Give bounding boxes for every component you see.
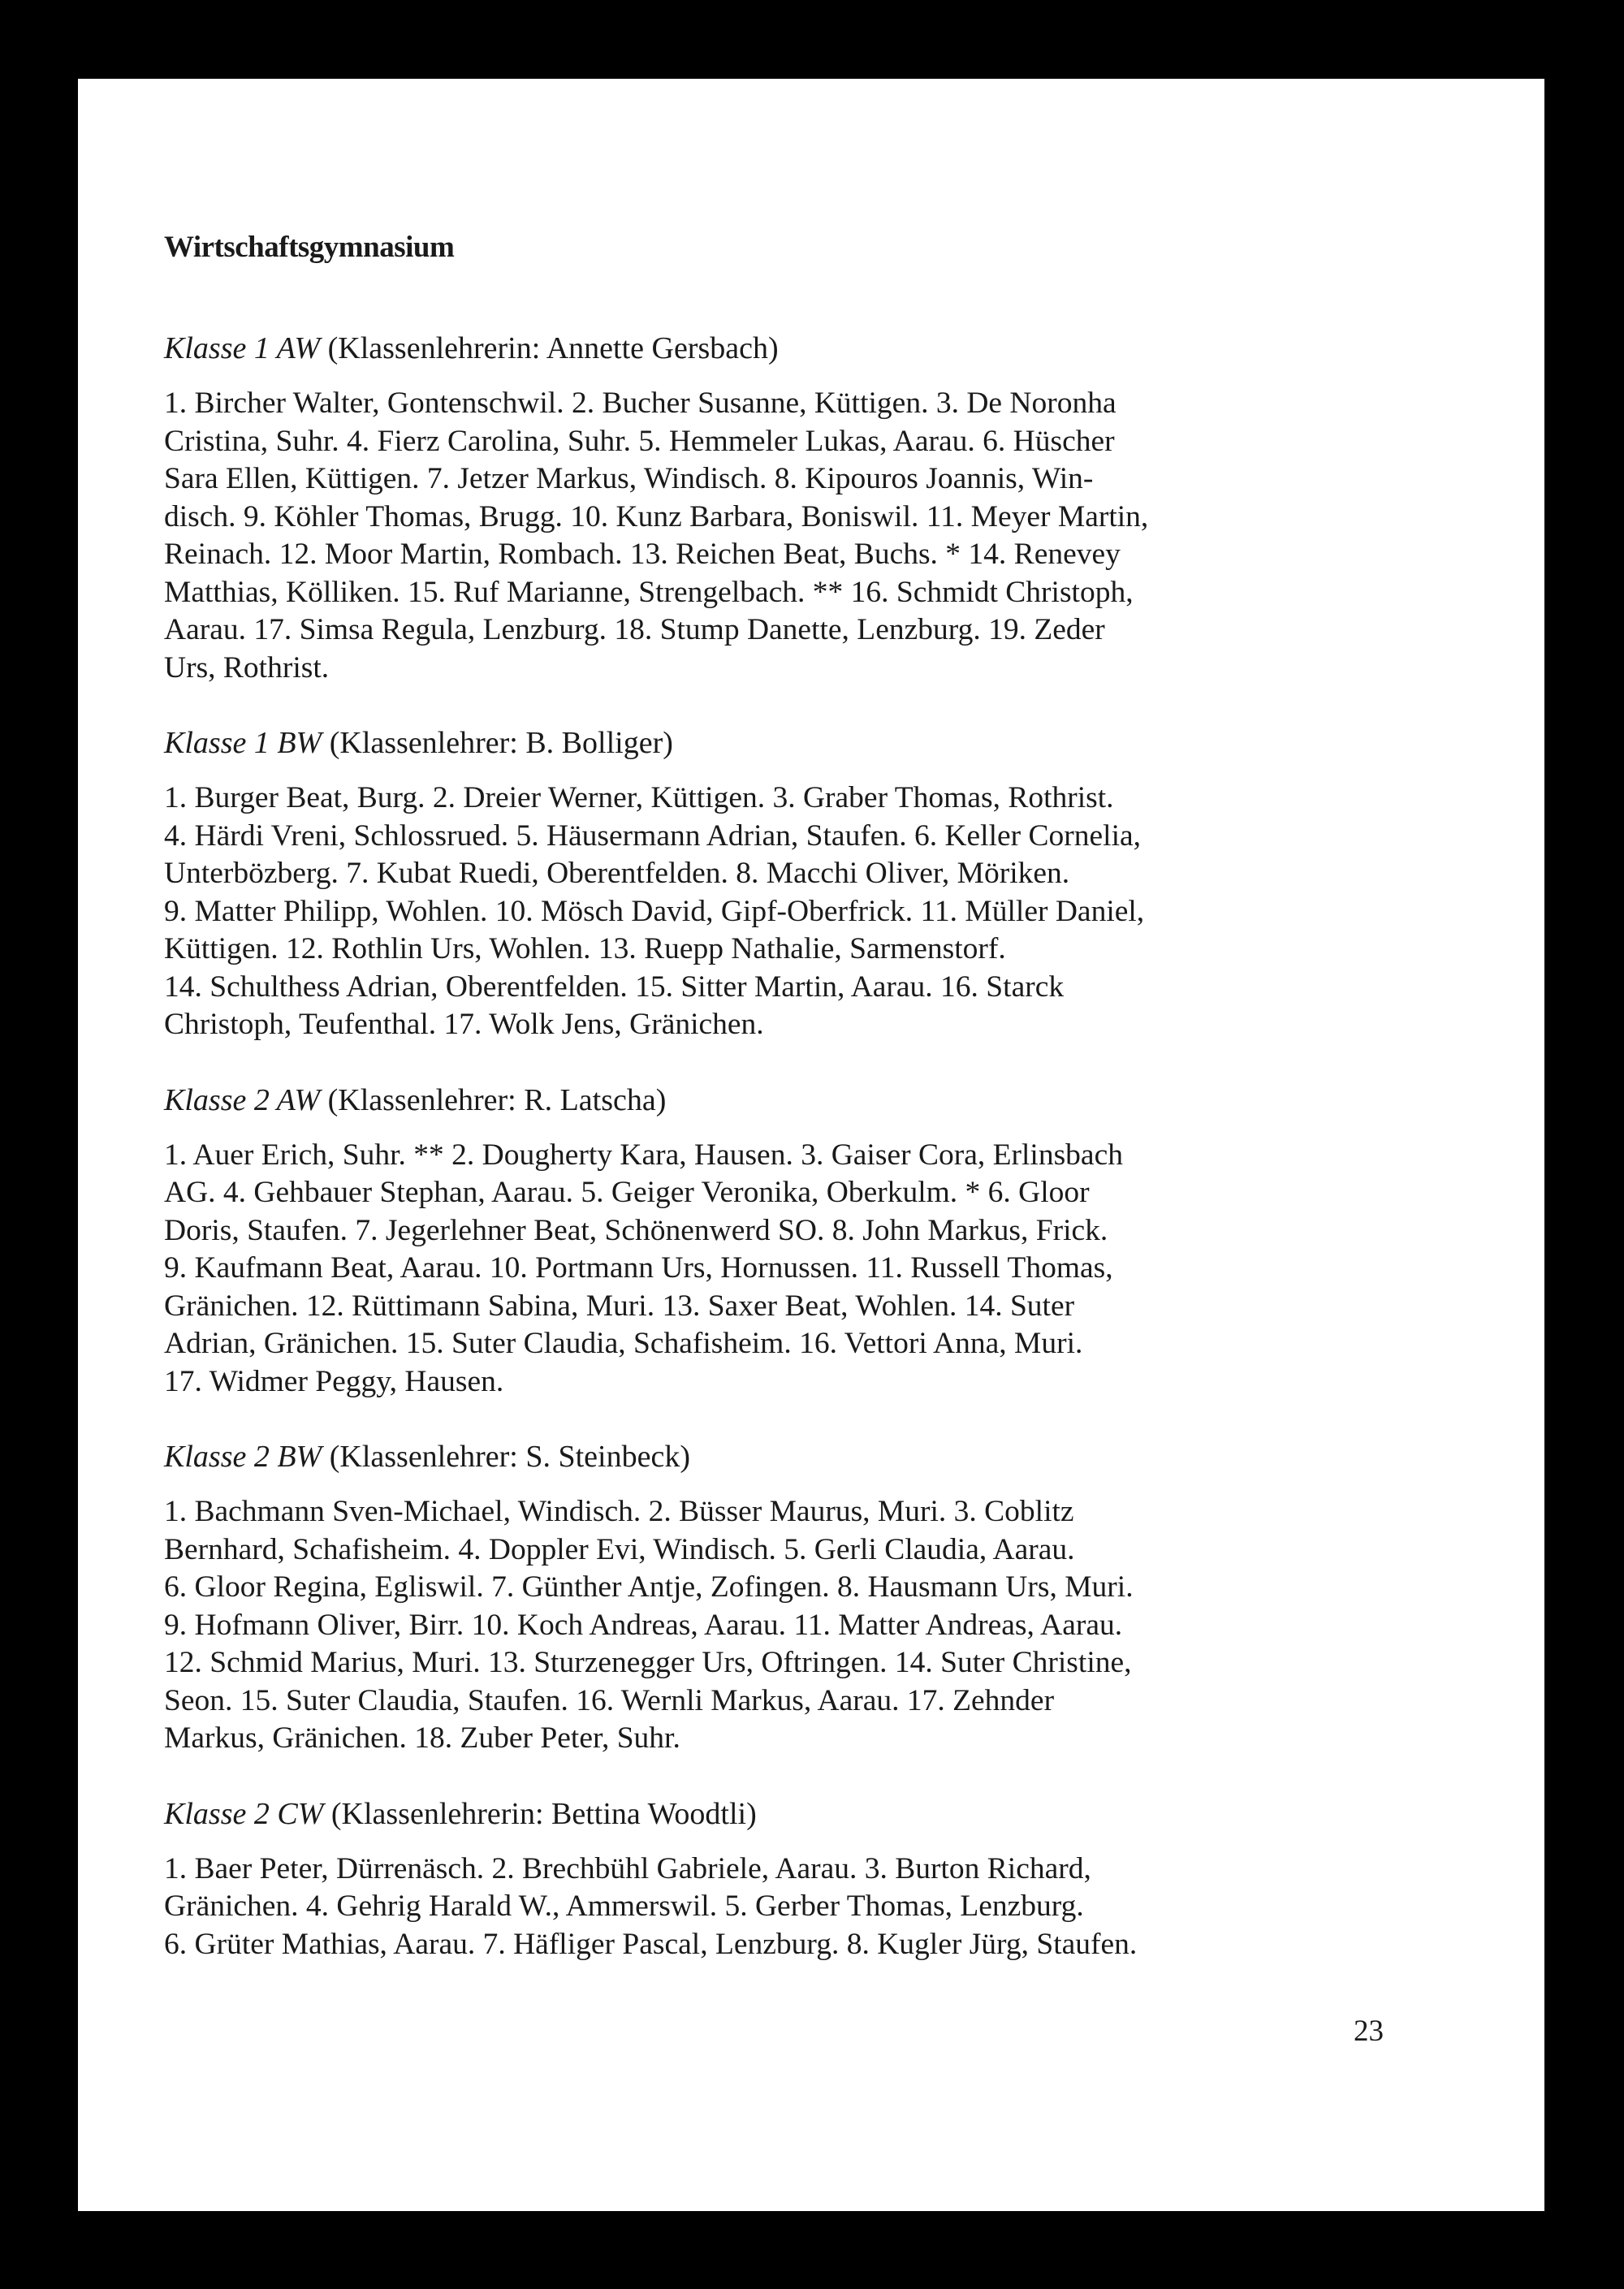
class-block-1bw: [164, 724, 1385, 1044]
class-teacher: (Klassenlehrer: S. Steinbeck): [322, 1440, 690, 1474]
student-list-line: Christoph, Teufenthal. 17. Wolk Jens, Gränichen.: [164, 1008, 764, 1041]
student-list-line: 1. Baer Peter, Dürrenäsch. 2. Brechbühl Gabriele, Aarau. 3. Burton Richard,: [164, 1851, 1091, 1885]
student-list-line: Adrian, Gränichen. 15. Suter Claudia, Schafisheim. 16. Vettori Anna, Muri.: [164, 1327, 1083, 1360]
student-list-line: 9. Kaufmann Beat, Aarau. 10. Portmann Urs, Hornussen. 11. Russell Thomas,: [164, 1251, 1113, 1285]
student-list-line: 9. Matter Philipp, Wohlen. 10. Mösch David, Gipf-Oberfrick. 11. Müller Daniel,: [164, 894, 1145, 928]
student-list-line: Aarau. 17. Simsa Regula, Lenzburg. 18. Stump Danette, Lenzburg. 19. Zeder: [164, 613, 1105, 646]
document-page: [78, 79, 1544, 2211]
student-list-line: 6. Gloor Regina, Egliswil. 7. Günther Antje, Zofingen. 8. Hausmann Urs, Muri.: [164, 1570, 1134, 1604]
section-title: Wirtschaftsgymnasium: [164, 231, 455, 264]
class-teacher: (Klassenlehrerin: Bettina Woodtli): [323, 1796, 757, 1831]
student-list-line: 1. Auer Erich, Suhr. ** 2. Dougherty Kara, Hausen. 3. Gaiser Cora, Erlinsbach: [164, 1138, 1123, 1172]
class-heading: [164, 330, 1385, 367]
student-list-line: Markus, Gränichen. 18. Zuber Peter, Suhr.: [164, 1721, 680, 1755]
class-teacher: (Klassenlehrer: R. Latscha): [320, 1082, 667, 1117]
page-content: [164, 230, 1385, 2001]
student-list-line: 4. Härdi Vreni, Schlossrued. 5. Häusermann Adrian, Staufen. 6. Keller Cornelia,: [164, 818, 1142, 853]
class-student-list: [164, 1137, 1385, 1401]
student-list-line: Gränichen. 4. Gehrig Harald W., Ammerswil. 5. Gerber Thomas, Lenzburg.: [164, 1890, 1084, 1923]
class-student-list: [164, 780, 1385, 1044]
student-list-line: 12. Schmid Marius, Muri. 13. Sturzenegger Urs, Oftringen. 14. Suter Christine,: [164, 1646, 1132, 1679]
class-name: Klasse 1 BW: [164, 726, 322, 760]
class-name: Klasse 2 AW: [164, 1082, 321, 1117]
class-student-list: [164, 1493, 1385, 1758]
class-heading: [164, 1438, 1385, 1475]
student-list-line: 1. Bircher Walter, Gontenschwil. 2. Bucher Susanne, Küttigen. 3. De Noronha: [164, 387, 1116, 420]
class-student-list: [164, 385, 1385, 687]
class-block-1aw: [164, 330, 1385, 687]
student-list-line: 14. Schulthess Adrian, Oberentfelden. 15. Sitter Martin, Aarau. 16. Starck: [164, 970, 1065, 1004]
student-list-line: AG. 4. Gehbauer Stephan, Aarau. 5. Geiger Veronika, Oberkulm. * 6. Gloor: [164, 1176, 1090, 1209]
class-block-2bw: [164, 1438, 1385, 1758]
class-student-list: [164, 1851, 1385, 1964]
class-name: Klasse 2 CW: [164, 1796, 324, 1831]
class-teacher: (Klassenlehrerin: Annette Gersbach): [320, 331, 779, 365]
class-block-2aw: [164, 1082, 1385, 1401]
class-heading: [164, 1082, 1385, 1119]
student-list-line: Matthias, Kölliken. 15. Ruf Marianne, Strengelbach. ** 16. Schmidt Christoph,: [164, 575, 1134, 609]
student-list-line: 1. Bachmann Sven-Michael, Windisch. 2. Büsser Maurus, Muri. 3. Coblitz: [164, 1495, 1074, 1528]
student-list-line: Doris, Staufen. 7. Jegerlehner Beat, Schönenwerd SO. 8. John Markus, Frick.: [164, 1213, 1108, 1247]
student-list-line: disch. 9. Köhler Thomas, Brugg. 10. Kunz Barbara, Boniswil. 11. Meyer Martin,: [164, 499, 1149, 533]
class-name: Klasse 2 BW: [164, 1440, 322, 1474]
student-list-line: 6. Grüter Mathias, Aarau. 7. Häfliger Pascal, Lenzburg. 8. Kugler Jürg, Staufen.: [164, 1927, 1138, 1961]
student-list-line: Unterbözberg. 7. Kubat Ruedi, Oberentfelden. 8. Macchi Oliver, Möriken.: [164, 857, 1070, 890]
class-block-2cw: [164, 1795, 1385, 1964]
student-list-line: 9. Hofmann Oliver, Birr. 10. Koch Andreas, Aarau. 11. Matter Andreas, Aarau.: [164, 1608, 1123, 1642]
student-list-line: Reinach. 12. Moor Martin, Rombach. 13. Reichen Beat, Buchs. * 14. Renevey: [164, 538, 1121, 571]
student-list-line: 17. Widmer Peggy, Hausen.: [164, 1364, 504, 1398]
student-list-line: 1. Burger Beat, Burg. 2. Dreier Werner, Küttigen. 3. Graber Thomas, Rothrist.: [164, 781, 1114, 814]
student-list-line: Cristina, Suhr. 4. Fierz Carolina, Suhr. 5. Hemmeler Lukas, Aarau. 6. Hüscher: [164, 424, 1115, 458]
page-number: 23: [1354, 2015, 1384, 2048]
class-name: Klasse 1 AW: [164, 331, 321, 365]
student-list-line: Urs, Rothrist.: [164, 650, 330, 685]
student-list-line: Gränichen. 12. Rüttimann Sabina, Muri. 13. Saxer Beat, Wohlen. 14. Suter: [164, 1289, 1075, 1323]
class-heading: [164, 1795, 1385, 1833]
student-list-line: Küttigen. 12. Rothlin Urs, Wohlen. 13. Ruepp Nathalie, Sarmenstorf.: [164, 932, 1006, 965]
class-teacher: (Klassenlehrer: B. Bolliger): [322, 726, 673, 760]
student-list-line: Bernhard, Schafisheim. 4. Doppler Evi, Windisch. 5. Gerli Claudia, Aarau.: [164, 1532, 1075, 1566]
student-list-line: Seon. 15. Suter Claudia, Staufen. 16. Wernli Markus, Aarau. 17. Zehnder: [164, 1683, 1055, 1717]
class-heading: [164, 724, 1385, 762]
student-list-line: Sara Ellen, Küttigen. 7. Jetzer Markus, Windisch. 8. Kipouros Joannis, Win-: [164, 462, 1094, 495]
